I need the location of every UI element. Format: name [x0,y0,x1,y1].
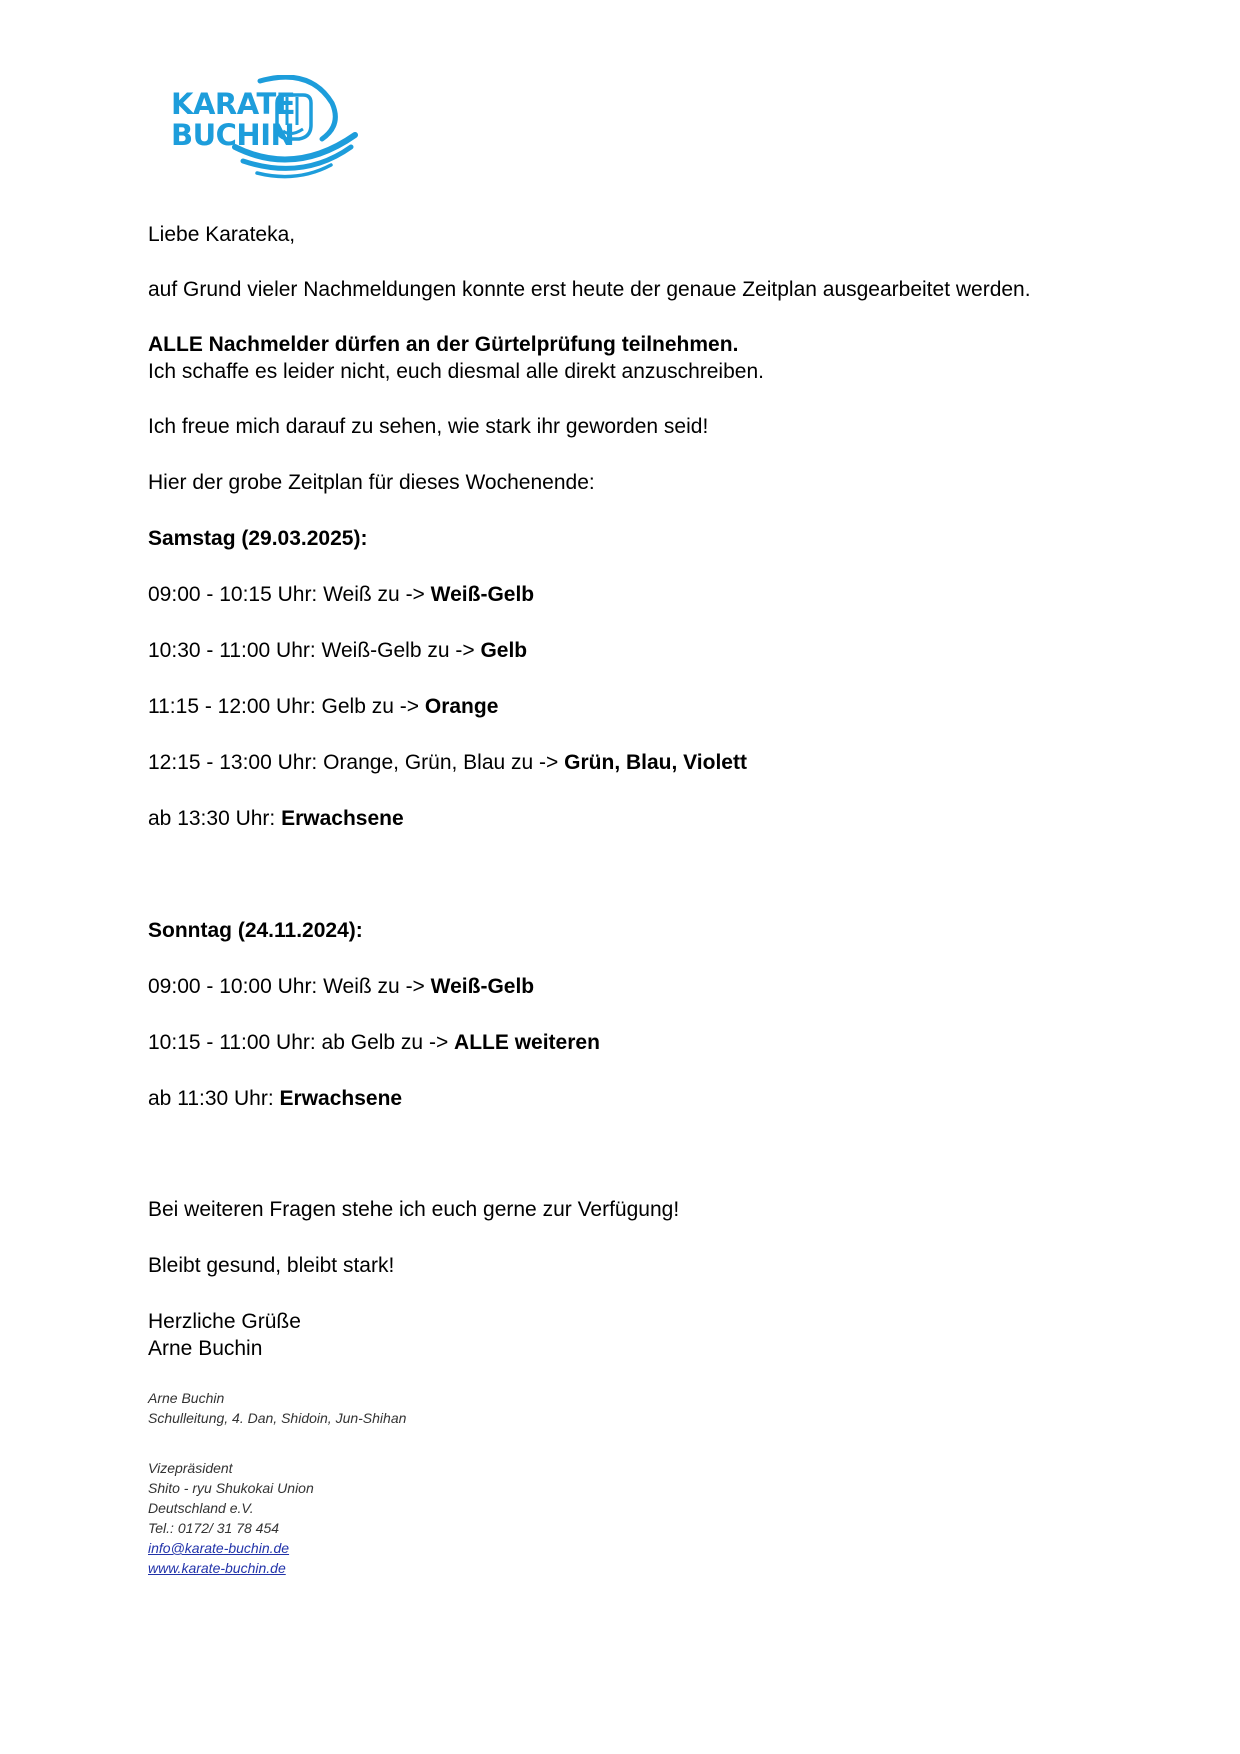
slot-time: ab 11:30 Uhr: [148,1087,280,1110]
slot-target: Weiß-Gelb [430,583,535,606]
email-link[interactable]: info@karate-buchin.de [148,1540,290,1556]
schedule-slot [148,582,534,608]
slot-target: Weiß-Gelb [430,975,535,998]
slot-time: 09:00 - 10:00 Uhr: Weiß zu -> [148,975,431,998]
sunday-heading: Sonntag (24.11.2024): [148,919,363,942]
schedule-slot [148,694,498,720]
signature-org-line-2: Deutschland e.V. [148,1500,254,1516]
closing-text: Herzliche Grüße [148,1310,301,1333]
signature-role: Schulleitung, 4. Dan, Shidoin, Jun-Shihan [148,1410,407,1426]
schedule-slot [148,750,747,776]
logo-line-2: BUCHIN [171,118,295,152]
schedule-slot [148,806,404,832]
slot-time: 11:15 - 12:00 Uhr: Gelb zu -> [148,695,425,718]
signature-org-line-1: Shito - ryu Shukokai Union [148,1480,314,1496]
sender-name: Arne Buchin [148,1337,263,1360]
notice-text: Ich schaffe es leider nicht, euch diesmal alle direkt anzuschreiben. [148,360,764,383]
joy-text: Ich freue mich darauf zu sehen, wie stark ihr geworden seid! [148,415,709,438]
schedule-intro: Hier der grobe Zeitplan für dieses Wochenende: [148,471,595,494]
schedule-slot [148,1030,600,1056]
slot-target: Erwachsene [281,807,404,830]
schedule-slot [148,1086,402,1112]
slot-time: 12:15 - 13:00 Uhr: Orange, Grün, Blau zu -> [148,751,565,774]
slot-time: 09:00 - 10:15 Uhr: Weiß zu -> [148,583,431,606]
signature-phone: Tel.: 0172/ 31 78 454 [148,1520,280,1536]
slot-target: Gelb [480,639,528,662]
slot-target: ALLE weiteren [454,1031,600,1054]
signature-email-row [148,1538,289,1558]
schedule-slot [148,974,534,1000]
slot-target: Grün, Blau, Violett [564,751,747,774]
karate-buchin-logo [165,75,365,185]
notice-bold: ALLE Nachmelder dürfen an der Gürtelprüfung teilnehmen. [148,333,739,356]
website-link[interactable]: www.karate-buchin.de [148,1560,286,1576]
logo-line-1: KARATE [171,87,296,121]
wish-text: Bleibt gesund, bleibt stark! [148,1254,395,1277]
saturday-heading: Samstag (29.03.2025): [148,527,368,550]
questions-text: Bei weiteren Fragen stehe ich euch gerne zur Verfügung! [148,1198,680,1221]
slot-time: 10:30 - 11:00 Uhr: Weiß-Gelb zu -> [148,639,481,662]
schedule-slot [148,638,527,664]
slot-time: 10:15 - 11:00 Uhr: ab Gelb zu -> [148,1031,455,1054]
greeting: Liebe Karateka, [148,223,296,246]
slot-time: ab 13:30 Uhr: [148,807,282,830]
signature-name: Arne Buchin [148,1390,225,1406]
signature-title: Vizepräsident [148,1460,233,1476]
slot-target: Orange [424,695,499,718]
signature-website-row [148,1558,286,1578]
slot-target: Erwachsene [279,1087,403,1110]
intro-paragraph: auf Grund vieler Nachmeldungen konnte erst heute der genaue Zeitplan ausgearbeitet werden. [148,278,1031,301]
logo-wordmark [171,89,295,151]
